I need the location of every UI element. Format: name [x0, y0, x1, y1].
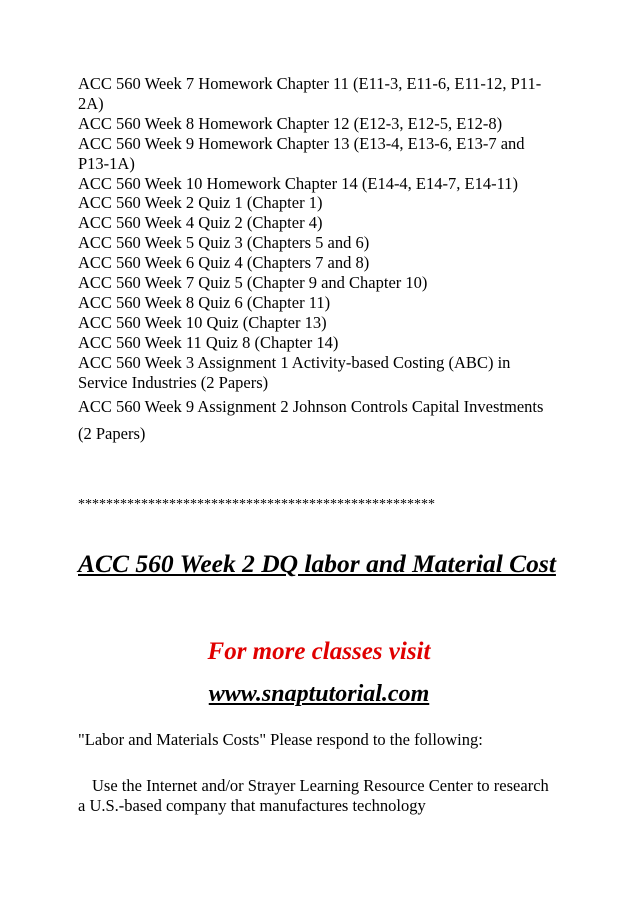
question-prompt: "Labor and Materials Costs" Please respond to the following:	[78, 730, 483, 749]
course-item-list	[78, 74, 558, 447]
course-item: ACC 560 Week 9 Homework Chapter 13 (E13-4, E13-6, E13-7 and P13-1A)	[78, 133, 525, 173]
course-item: ACC 560 Week 8 Homework Chapter 12 (E12-3, E12-5, E12-8)	[78, 113, 503, 133]
promo-tagline: For more classes visit	[207, 638, 431, 665]
course-item: ACC 560 Week 9 Assignment 2 Johnson Controls Capital Investments (2 Papers)	[78, 396, 544, 443]
course-item: ACC 560 Week 6 Quiz 4 (Chapters 7 and 8)	[78, 253, 370, 273]
course-item: ACC 560 Week 4 Quiz 2 (Chapter 4)	[78, 213, 323, 233]
course-item: ACC 560 Week 7 Quiz 5 (Chapter 9 and Chapter 10)	[78, 273, 428, 293]
course-item: ACC 560 Week 7 Homework Chapter 11 (E11-3, E11-6, E11-12, P11-2A)	[78, 74, 542, 113]
course-item: ACC 560 Week 10 Homework Chapter 14 (E14-4, E14-7, E14-11)	[78, 173, 518, 193]
course-item: ACC 560 Week 2 Quiz 1 (Chapter 1)	[78, 193, 323, 213]
course-item: ACC 560 Week 11 Quiz 8 (Chapter 14)	[78, 332, 339, 352]
question-instruction	[78, 776, 558, 816]
section-heading: ACC 560 Week 2 DQ labor and Material Cost	[78, 549, 556, 578]
course-item: ACC 560 Week 3 Assignment 1 Activity-based Costing (ABC) in Service Industries (2 Papers)	[78, 352, 511, 392]
separator-line: ***************************************************	[78, 497, 435, 512]
promo-url-link[interactable]: www.snaptutorial.com	[208, 681, 430, 707]
course-item: ACC 560 Week 5 Quiz 3 (Chapters 5 and 6)	[78, 233, 370, 253]
course-item: ACC 560 Week 10 Quiz (Chapter 13)	[78, 312, 327, 332]
question-instruction-text: Use the Internet and/or Strayer Learning Resource Center to research a U.S.-based company that manufactures technology	[78, 776, 549, 815]
course-item: ACC 560 Week 8 Quiz 6 (Chapter 11)	[78, 292, 331, 312]
